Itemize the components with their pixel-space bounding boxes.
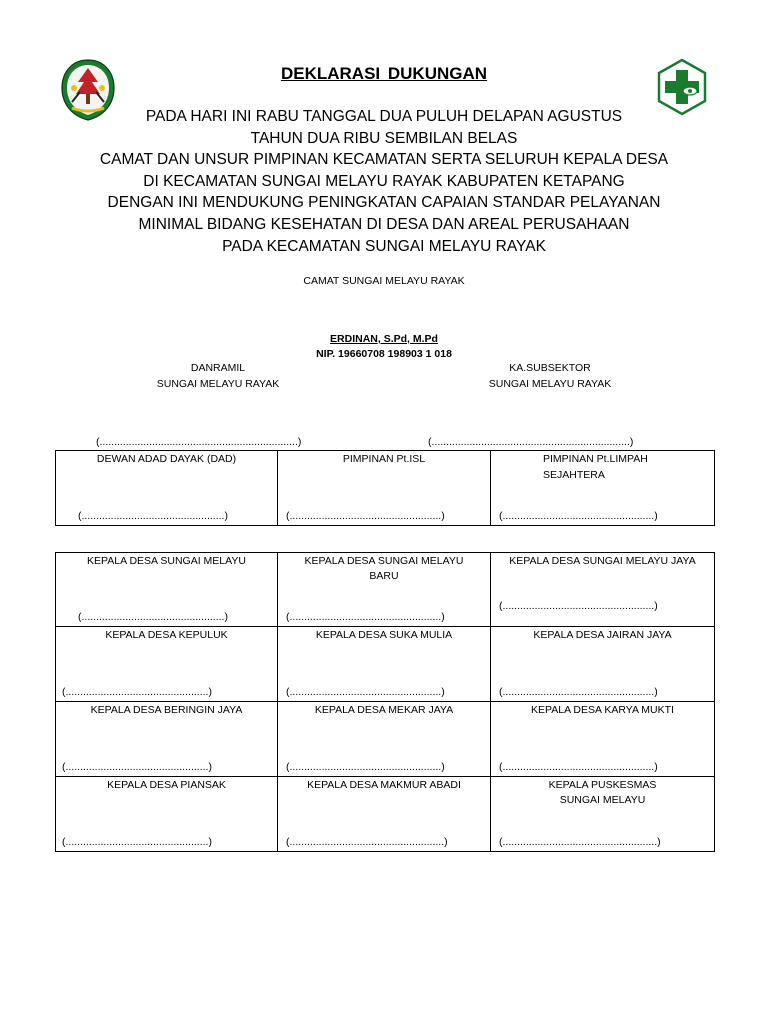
cell-label: SUNGAI MELAYU: [559, 794, 646, 806]
signature-cell-dad: [56, 451, 278, 526]
camat-title: CAMAT SUNGAI MELAYU RAYAK: [303, 275, 465, 287]
signature-cell-kepuluk: [56, 627, 278, 702]
intro-line: PADA HARI INI RABU TANGGAL DUA PULUH DELAPAN AGUSTUS: [145, 108, 623, 125]
kasubsektor-area: SUNGAI MELAYU RAYAK: [488, 378, 612, 390]
cell-label: KEPALA DESA KEPULUK: [105, 629, 228, 641]
signature-line: (....................................................): [286, 510, 445, 522]
cell-label: DEWAN ADAD DAYAK (DAD): [96, 453, 237, 465]
intro-line: TAHUN DUA RIBU SEMBILAN BELAS: [250, 129, 518, 147]
cell-label: KEPALA DESA SUNGAI MELAYU: [304, 555, 464, 567]
signature-line: (.................................................): [78, 510, 228, 522]
intro-line: DENGAN INI MENDUKUNG PENINGKATAN CAPAIAN STANDAR PELAYANAN: [107, 194, 661, 212]
cell-label: KEPALA PUSKESMAS: [548, 779, 657, 791]
signature-cell-pt-isl: [278, 451, 491, 526]
signature-cell-mekar-jaya: [278, 702, 491, 777]
signature-cell-puskesmas: [491, 777, 715, 852]
signature-cell-piansak: [56, 777, 278, 852]
signature-line: (.................................................): [62, 836, 212, 848]
cell-label: KEPALA DESA JAIRAN JAYA: [533, 629, 672, 641]
village-heads-signature-table: [55, 552, 715, 852]
intro-line: DI KECAMATAN SUNGAI MELAYU RAYAK KABUPATEN KETAPANG: [143, 172, 625, 190]
signature-cell-beringin-jaya: [56, 702, 278, 777]
cell-label: PIMPINAN Pt.LIMPAH: [543, 453, 648, 465]
signature-cell-suka-mulia: [278, 627, 491, 702]
signature-line: (....................................................): [286, 761, 445, 773]
danramil-title: DANRAMIL: [190, 362, 246, 374]
signature-line: (.................................................): [62, 761, 212, 773]
cell-label: KEPALA DESA MEKAR JAYA: [314, 704, 454, 716]
cell-label: KEPALA DESA KARYA MUKTI: [531, 704, 674, 716]
signature-cell-karya-mukti: [491, 702, 715, 777]
document-title: DEKLARASI DUKUNGAN: [280, 64, 488, 83]
cell-label: PIMPINAN Pt.ISL: [342, 453, 426, 465]
signature-line: (.................................................): [78, 611, 228, 623]
signature-cell-sungai-melayu: [56, 553, 278, 627]
institution-signature-table: [55, 450, 715, 526]
signature-line: (....................................................): [286, 611, 445, 623]
signature-cell-sungai-melayu-baru: [278, 553, 491, 627]
signature-line: (....................................................): [499, 600, 658, 612]
intro-line: PADA KECAMATAN SUNGAI MELAYU RAYAK: [222, 237, 546, 255]
cell-label: KEPALA DESA MAKMUR ABADI: [307, 779, 461, 791]
signature-line: (....................................................): [499, 761, 658, 773]
signature-cell-sungai-melayu-jaya: [491, 553, 715, 627]
signature-cell-jairan-jaya: [491, 627, 715, 702]
camat-name: ERDINAN, S.Pd, M.Pd: [330, 333, 438, 345]
cell-label: KEPALA DESA BERINGIN JAYA: [90, 704, 243, 716]
kasubsektor-title: KA.SUBSEKTOR: [509, 362, 591, 374]
intro-line: MINIMAL BIDANG KESEHATAN DI DESA DAN AREAL PERUSAHAAN: [138, 215, 630, 233]
cell-label: BARU: [369, 570, 399, 582]
intro-line: CAMAT DAN UNSUR PIMPINAN KECAMATAN SERTA SELURUH KEPALA DESA: [99, 151, 669, 169]
signature-cell-makmur-abadi: [278, 777, 491, 852]
signature-line: (.................................................): [62, 686, 212, 698]
signature-line: (....................................................): [286, 686, 445, 698]
cell-label: KEPALA DESA SUNGAI MELAYU JAYA: [509, 555, 696, 567]
danramil-signature-line: (....................................................................): [96, 436, 302, 448]
cell-label: KEPALA DESA SUNGAI MELAYU: [87, 555, 246, 567]
kasubsektor-signature-line: (....................................................................): [428, 436, 634, 448]
signature-cell-pt-limpah: [491, 451, 715, 526]
danramil-area: SUNGAI MELAYU RAYAK: [156, 378, 280, 390]
cell-label: SEJAHTERA: [543, 469, 605, 481]
signature-line: (....................................................): [499, 510, 658, 522]
signature-line: (.....................................................): [286, 836, 448, 848]
signature-line: (.....................................................): [499, 836, 661, 848]
cell-label: KEPALA DESA SUKA MULIA: [315, 629, 453, 641]
camat-nip: NIP. 19660708 198903 1 018: [316, 348, 452, 360]
declaration-text: [0, 106, 768, 257]
cell-label: KEPALA DESA PIANSAK: [107, 779, 226, 791]
signature-line: (....................................................): [499, 686, 658, 698]
